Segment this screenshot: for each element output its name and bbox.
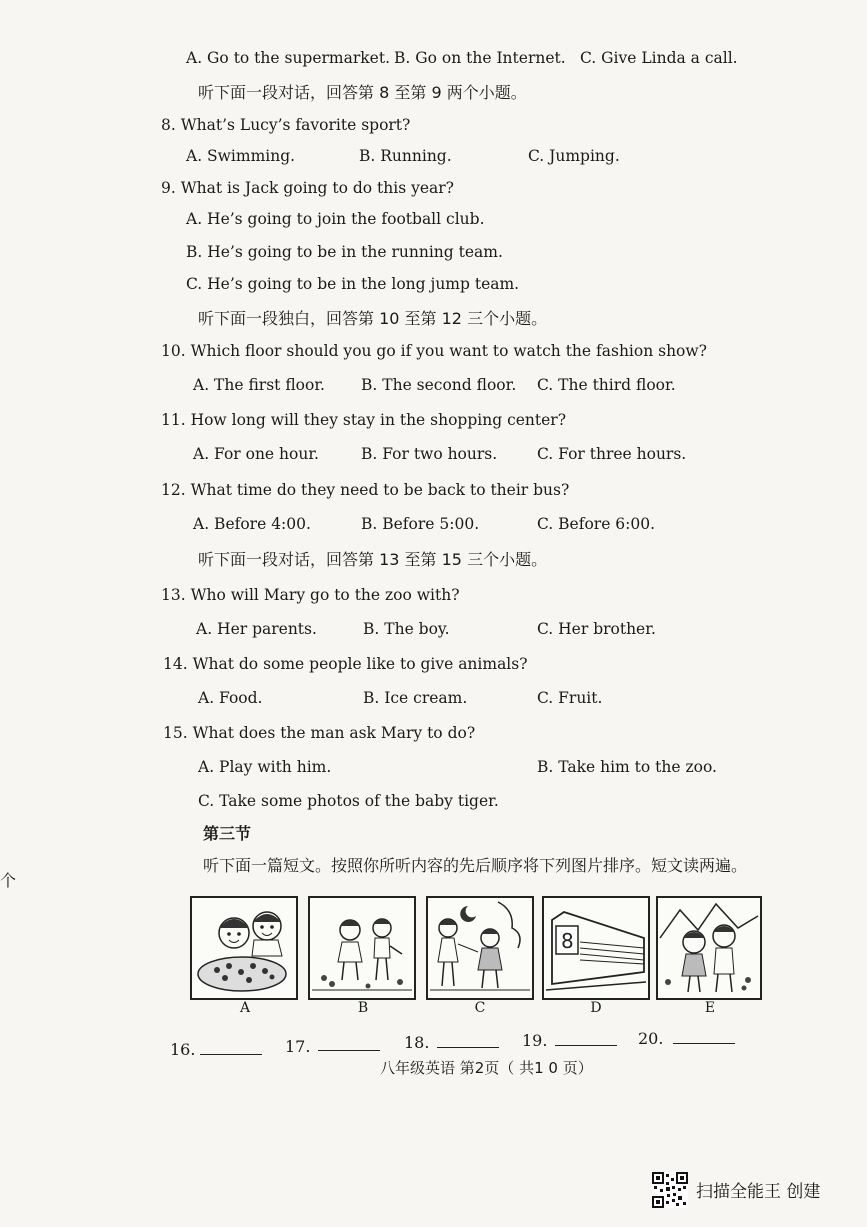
q10-option-c: C. The third floor. (537, 376, 676, 394)
picture-a (190, 896, 298, 1000)
picture-c (426, 896, 534, 1000)
q15-stem: 15. What does the man ask Mary to do? (163, 724, 476, 742)
q10-option-a: A. The first floor. (193, 376, 325, 394)
q14-stem: 14. What do some people like to give animals? (163, 655, 528, 673)
picture-b-drawing (310, 898, 414, 998)
section-3-title: 第三节 (203, 824, 252, 843)
answer-20-label: 20. (638, 1029, 664, 1048)
q12-option-a: A. Before 4:00. (193, 515, 311, 533)
q12-option-c: C. Before 6:00. (537, 515, 656, 533)
picture-d-label: D (590, 1000, 602, 1016)
q13-stem: 13. Who will Mary go to the zoo with? (161, 586, 460, 604)
q14-option-a: A. Food. (198, 689, 263, 707)
q7-option-b: B. Go on the Internet. (394, 49, 566, 67)
section-3-instruction: 听下面一篇短文。按照你所听内容的先后顺序将下列图片排序。短文读两遍。 (203, 856, 748, 875)
q8-option-c: C. Jumping. (528, 147, 620, 165)
answer-20-blank[interactable] (673, 1043, 735, 1044)
scanner-watermark: 扫描全能王 创建 (696, 1182, 821, 1202)
picture-e-drawing (658, 898, 760, 998)
answer-19-label: 19. (522, 1031, 548, 1050)
q15-option-b: B. Take him to the zoo. (537, 758, 717, 776)
picture-e-label: E (704, 1000, 716, 1016)
q9-option-a: A. He’s going to join the football club. (186, 210, 485, 228)
answer-19-blank[interactable] (555, 1045, 617, 1046)
q15-option-c: C. Take some photos of the baby tiger. (198, 792, 499, 810)
q7-option-a: A. Go to the supermarket. (186, 49, 390, 67)
picture-b-label: B (357, 1000, 369, 1016)
q8-option-a: A. Swimming. (186, 147, 296, 165)
q13-option-c: C. Her brother. (537, 620, 656, 638)
q11-stem: 11. How long will they stay in the shopping center? (161, 411, 567, 429)
picture-c-label: C (474, 1000, 486, 1016)
q13-option-a: A. Her parents. (196, 620, 317, 638)
q8-stem: 8. What’s Lucy’s favorite sport? (161, 116, 411, 134)
picture-e (656, 896, 762, 1000)
qr-code-icon (652, 1172, 688, 1208)
q12-option-b: B. Before 5:00. (361, 515, 480, 533)
q12-stem: 12. What time do they need to be back to their bus? (161, 481, 570, 499)
answer-17-label: 17. (285, 1037, 311, 1056)
q14-option-c: C. Fruit. (537, 689, 603, 707)
q11-option-c: C. For three hours. (537, 445, 687, 463)
picture-d (542, 896, 650, 1000)
picture-d-drawing (544, 898, 648, 998)
q10-stem: 10. Which floor should you go if you want to watch the fashion show? (161, 342, 707, 360)
picture-a-drawing (192, 898, 296, 998)
q15-option-a: A. Play with him. (198, 758, 332, 776)
picture-b (308, 896, 416, 1000)
q11-option-a: A. For one hour. (193, 445, 319, 463)
picture-c-drawing (428, 898, 532, 998)
answer-16-blank[interactable] (200, 1054, 262, 1055)
instruction-dialogue-8-9: 听下面一段对话，回答第 8 至第 9 两个小题。 (198, 83, 527, 102)
answer-18-label: 18. (404, 1033, 430, 1052)
margin-character: 个 (0, 871, 17, 890)
q9-stem: 9. What is Jack going to do this year? (161, 179, 454, 197)
q13-option-b: B. The boy. (363, 620, 450, 638)
q8-option-b: B. Running. (359, 147, 452, 165)
answer-16-label: 16. (170, 1040, 196, 1059)
page-footer: 八年级英语 第2页（ 共1 0 页） (380, 1059, 593, 1077)
q10-option-b: B. The second floor. (361, 376, 517, 394)
q11-option-b: B. For two hours. (361, 445, 498, 463)
instruction-dialogue-13-15: 听下面一段对话，回答第 13 至第 15 三个小题。 (198, 550, 548, 569)
q7-option-c: C. Give Linda a call. (580, 49, 738, 67)
picture-a-label: A (239, 1000, 251, 1016)
q9-option-c: C. He’s going to be in the long jump team. (186, 275, 520, 293)
train-number: 8 (561, 929, 574, 953)
q9-option-b: B. He’s going to be in the running team. (186, 243, 503, 261)
q14-option-b: B. Ice cream. (363, 689, 468, 707)
instruction-monologue-10-12: 听下面一段独白，回答第 10 至第 12 三个小题。 (198, 309, 548, 328)
answer-18-blank[interactable] (437, 1047, 499, 1048)
answer-17-blank[interactable] (318, 1050, 380, 1051)
